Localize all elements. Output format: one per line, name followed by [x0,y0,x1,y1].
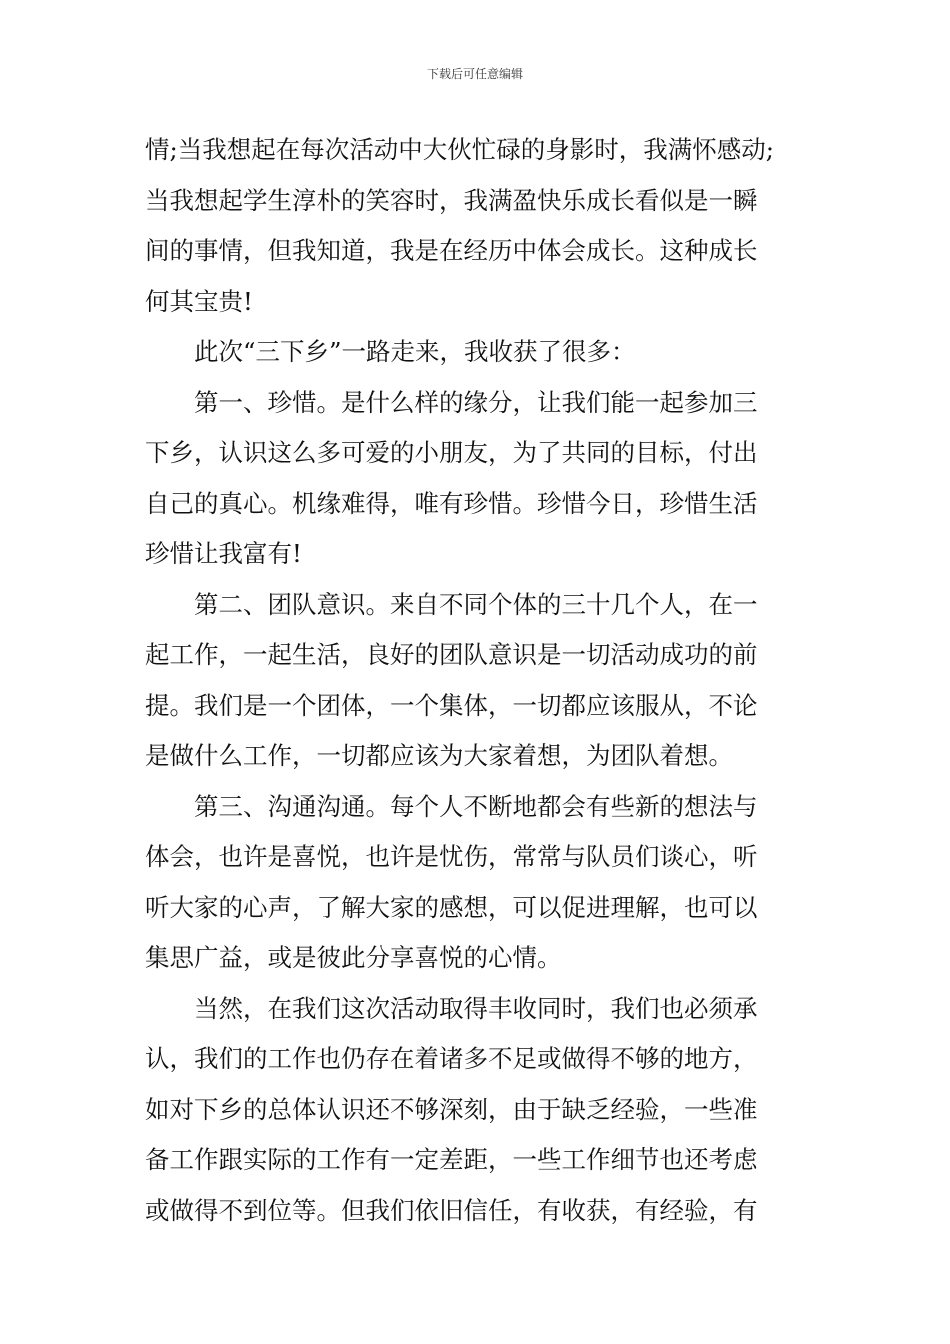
text-line: 备工作跟实际的工作有一定差距，一些工作细节也还考虑 [145,1145,758,1174]
text-line: 第三、沟通沟通。每个人不断地都会有些新的想法与 [194,791,758,821]
text-line: 情;当我想起在每次活动中大伙忙碌的身影时，我满怀感动; [145,135,775,164]
text-line: 是做什么工作，一切都应该为大家着想，为团队着想。 [145,741,733,770]
text-line: 当然，在我们这次活动取得丰收同时，我们也必须承 [194,993,758,1023]
text-line: 集思广益，或是彼此分享喜悦的心情。 [145,943,562,972]
text-line: 如对下乡的总体认识还不够深刻，由于缺乏经验，一些准 [145,1094,758,1124]
text-line: 认，我们的工作也仍存在着诸多不足或做得不够的地方， [145,1044,758,1073]
text-line: 间的事情，但我知道，我是在经历中体会成长。这种成长 [145,236,758,265]
text-line: 自己的真心。机缘难得，唯有珍惜。珍惜今日，珍惜生活 [145,488,758,518]
text-line: 下乡，认识这么多可爱的小朋友，为了共同的目标，付出 [145,438,758,467]
text-line: 提。我们是一个团体，一个集体，一切都应该服从，不论 [145,690,758,720]
text-line: 当我想起学生淳朴的笑容时，我满盈快乐成长看似是一瞬 [145,185,758,215]
text-line: 此次“三下乡”一路走来，我收获了很多： [194,337,636,366]
text-line: 何其宝贵! [145,286,253,316]
text-line: 体会，也许是喜悦，也许是忧伤，常常与队员们谈心，听 [145,842,758,871]
text-line: 或做得不到位等。但我们依旧信任，有收获，有经验，有 [145,1195,758,1225]
page-header: 下载后可任意编辑 [426,67,523,81]
text-line: 起工作，一起生活，良好的团队意识是一切活动成功的前 [145,640,758,669]
text-line: 第一、珍惜。是什么样的缘分，让我们能一起参加三 [194,387,758,417]
document-body [145,125,810,1236]
text-line: 第二、团队意识。来自不同个体的三十几个人，在一 [194,589,758,619]
text-line: 珍惜让我富有! [145,539,302,568]
text-line: 听大家的心声，了解大家的感想，可以促进理解，也可以 [145,892,758,922]
